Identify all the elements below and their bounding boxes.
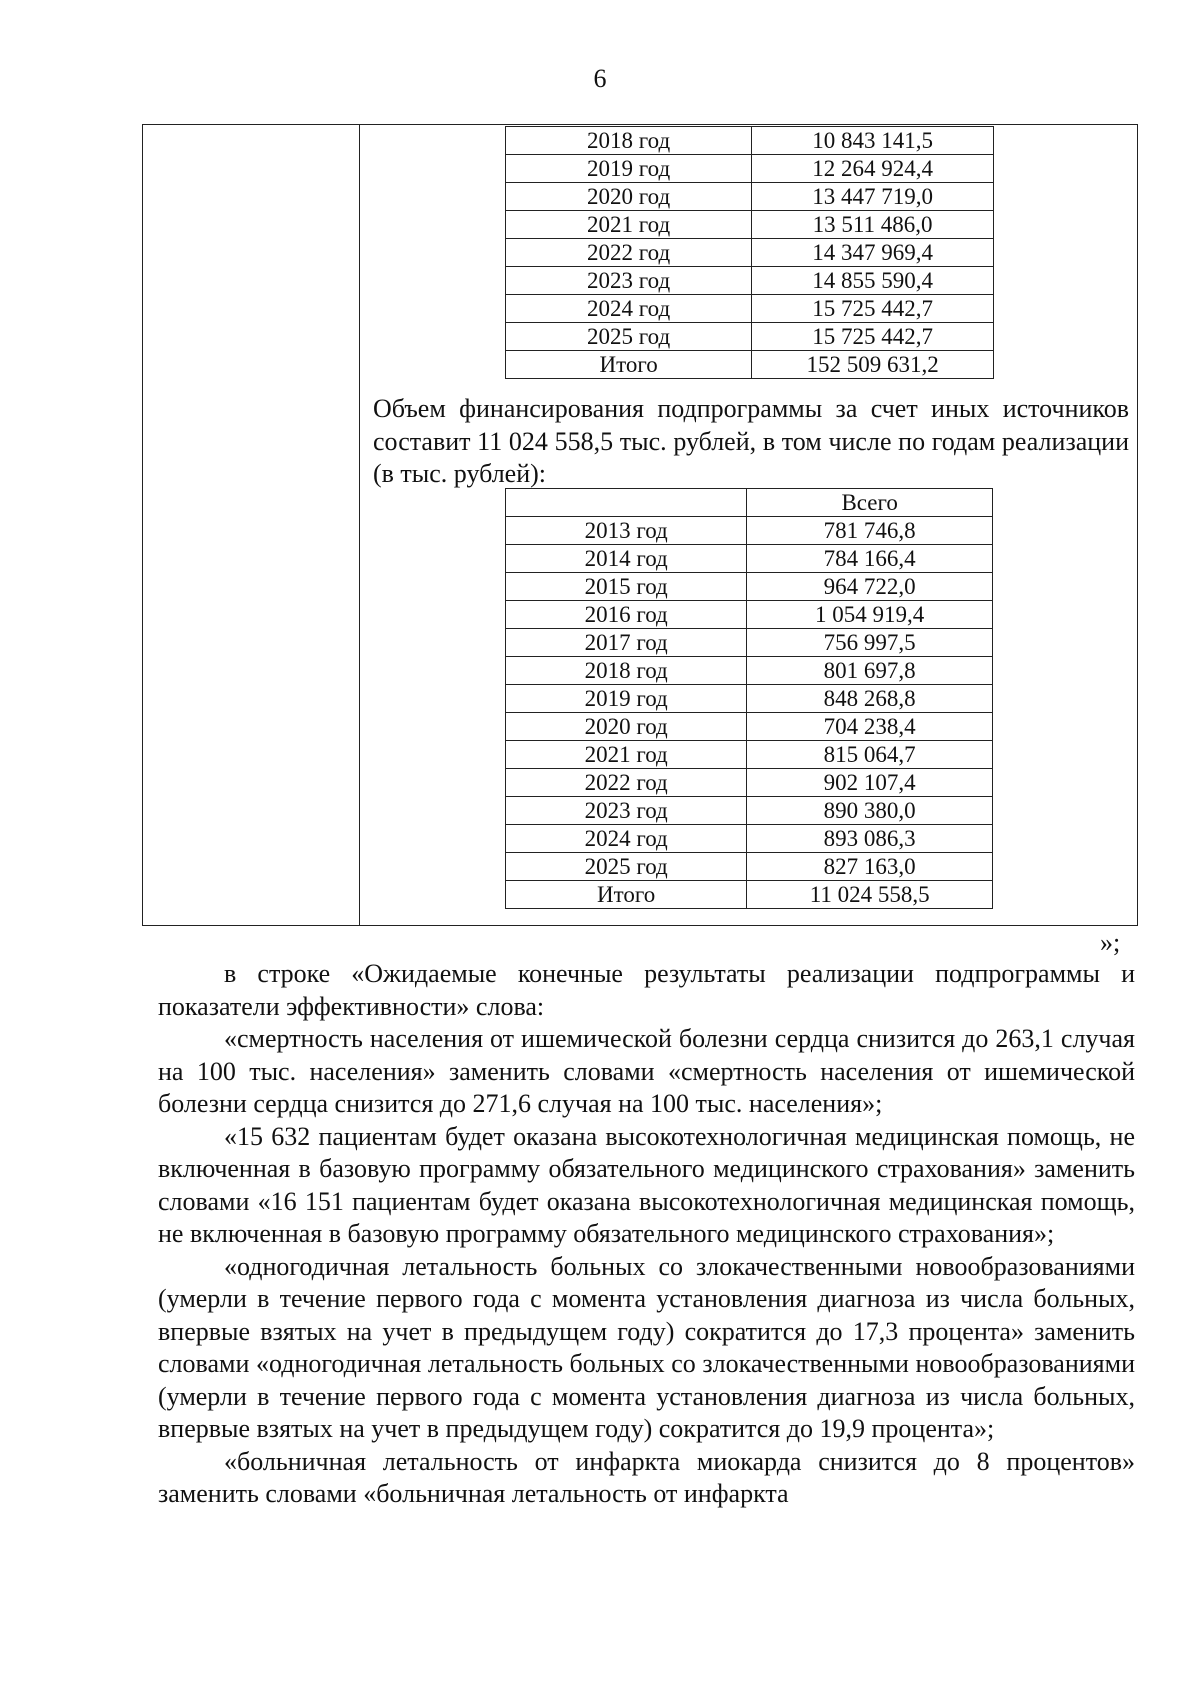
total-value-cell: 152 509 631,2 (752, 351, 994, 379)
total-label-cell: Итого (506, 351, 752, 379)
table-row (506, 713, 993, 741)
table-row (506, 601, 993, 629)
table-row (506, 657, 993, 685)
value-cell: 815 064,7 (747, 741, 993, 769)
year-cell: 2021 год (506, 211, 752, 239)
value-cell: 1 054 919,4 (747, 601, 993, 629)
funding-by-year-table (505, 126, 994, 379)
header-empty-cell (506, 489, 747, 517)
page-number: 6 (593, 64, 607, 93)
paragraph: «смертность населения от ишемической болезни сердца снизится до 263,1 случая на 100 тыс. населения» заменить словами «смертность населения от ишемической болезни сердца снизится до 271,6 случая на 100 тыс. населения»; (158, 1024, 1135, 1118)
other-sources-funding-paragraph: Объем финансирования подпрограммы за счет иных источников составит 11 024 558,5 тыс. рублей, в том числе по годам реализации (в тыс. рублей): (373, 394, 1129, 488)
year-cell: 2019 год (506, 685, 747, 713)
year-cell: 2022 год (506, 769, 747, 797)
value-cell: 14 347 969,4 (752, 239, 994, 267)
table-row (506, 825, 993, 853)
total-value-cell: 11 024 558,5 (747, 881, 993, 909)
table-row (506, 741, 993, 769)
year-cell: 2015 год (506, 573, 747, 601)
other-sources-funding-table (505, 488, 993, 909)
value-cell: 902 107,4 (747, 769, 993, 797)
year-cell: 2014 год (506, 545, 747, 573)
table-row (506, 853, 993, 881)
table-total-row (506, 881, 993, 909)
value-cell: 756 997,5 (747, 629, 993, 657)
table-row (506, 239, 994, 267)
table-row (506, 629, 993, 657)
value-cell: 15 725 442,7 (752, 295, 994, 323)
year-cell: 2013 год (506, 517, 747, 545)
value-cell: 15 725 442,7 (752, 323, 994, 351)
value-cell: 704 238,4 (747, 713, 993, 741)
paragraph: «больничная летальность от инфаркта миокарда снизится до 8 процентов» заменить словами «больничная летальность от инфаркта (158, 1446, 1135, 1508)
year-cell: 2020 год (506, 183, 752, 211)
year-cell: 2023 год (506, 797, 747, 825)
passport-table-column-divider (359, 124, 360, 926)
closing-quote: »; (1100, 928, 1121, 957)
table-header-row (506, 489, 993, 517)
value-cell: 893 086,3 (747, 825, 993, 853)
value-cell: 13 511 486,0 (752, 211, 994, 239)
value-cell: 827 163,0 (747, 853, 993, 881)
total-label-cell: Итого (506, 881, 747, 909)
value-cell: 13 447 719,0 (752, 183, 994, 211)
table-row (506, 545, 993, 573)
table-row (506, 211, 994, 239)
header-total-cell: Всего (747, 489, 993, 517)
year-cell: 2016 год (506, 601, 747, 629)
value-cell: 784 166,4 (747, 545, 993, 573)
year-cell: 2024 год (506, 295, 752, 323)
value-cell: 12 264 924,4 (752, 155, 994, 183)
table-total-row (506, 351, 994, 379)
year-cell: 2025 год (506, 853, 747, 881)
table-row (506, 685, 993, 713)
value-cell: 14 855 590,4 (752, 267, 994, 295)
table-row (506, 183, 994, 211)
paragraph: «15 632 пациентам будет оказана высокотехнологичная медицинская помощь, не включенная в базовую программу обязательного медицинского страхования» заменить словами «16 151 пациентам будет оказана высокотехнологичная медицинская помощь, не включенная в базовую программу обязательного медицинского страхования»; (158, 1121, 1135, 1248)
value-cell: 964 722,0 (747, 573, 993, 601)
year-cell: 2018 год (506, 127, 752, 155)
table-row (506, 127, 994, 155)
year-cell: 2019 год (506, 155, 752, 183)
table-row (506, 797, 993, 825)
value-cell: 890 380,0 (747, 797, 993, 825)
table-row (506, 155, 994, 183)
year-cell: 2018 год (506, 657, 747, 685)
table-row (506, 769, 993, 797)
table-row (506, 323, 994, 351)
year-cell: 2022 год (506, 239, 752, 267)
paragraph: «одногодичная летальность больных со злокачественными новообразованиями (умерли в течение первого года с момента установления диагноза из числа больных, впервые взятых на учет в предыдущем году) сократится до 17,3 процента» заменить словами «одногодичная летальность больных со злокачественными новообразованиями (умерли в течение первого года с момента установления диагноза из числа больных, впервые взятых на учет в предыдущем году) сократится до 19,9 процента»; (158, 1251, 1135, 1443)
value-cell: 781 746,8 (747, 517, 993, 545)
year-cell: 2021 год (506, 741, 747, 769)
value-cell: 10 843 141,5 (752, 127, 994, 155)
year-cell: 2017 год (506, 629, 747, 657)
year-cell: 2025 год (506, 323, 752, 351)
amendment-text (158, 958, 1135, 1511)
table-row (506, 295, 994, 323)
value-cell: 848 268,8 (747, 685, 993, 713)
value-cell: 801 697,8 (747, 657, 993, 685)
table-row (506, 517, 993, 545)
year-cell: 2020 год (506, 713, 747, 741)
year-cell: 2023 год (506, 267, 752, 295)
paragraph: в строке «Ожидаемые конечные результаты реализации подпрограммы и показатели эффективности» слова: (158, 959, 1135, 1021)
year-cell: 2024 год (506, 825, 747, 853)
table-row (506, 573, 993, 601)
table-row (506, 267, 994, 295)
